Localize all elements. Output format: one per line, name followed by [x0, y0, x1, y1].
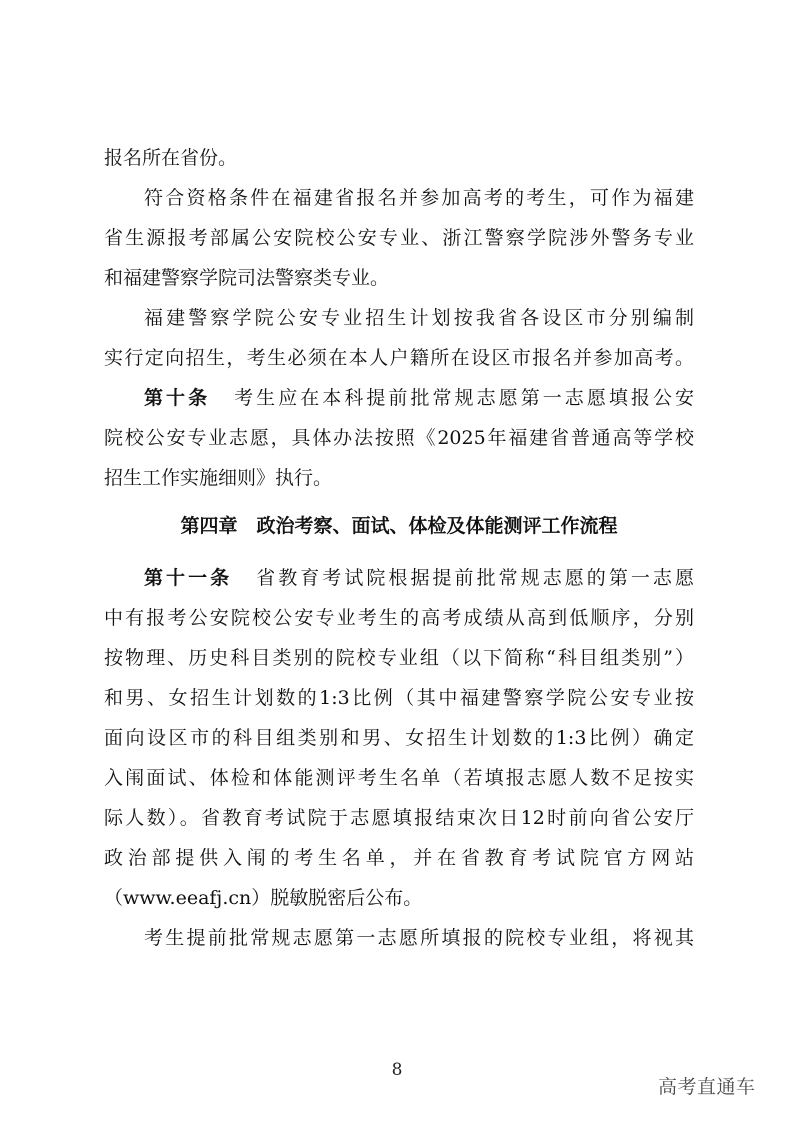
article-10-text: 考生应在本科提前批常规志愿第一志愿填报公安 — [234, 387, 694, 409]
article-11-text: 省教育考试院根据提前批常规志愿的第一志愿 — [256, 567, 694, 589]
paragraph-line: 省生源报考部属公安院校公安专业、浙江警察学院涉外警务专业 — [104, 227, 694, 249]
article-11-label: 第十一条 — [144, 567, 233, 589]
page-number: 8 — [391, 1060, 403, 1080]
paragraph-line: 际人数）。省教育考试院于志愿填报结束次日12时前向省公安厅 — [104, 807, 694, 829]
paragraph-line: 报名所在省份。 — [104, 147, 238, 169]
paragraph-line: 和福建警察学院司法警察类专业。 — [104, 267, 390, 289]
paragraph-line: 实行定向招生，考生必须在本人户籍所在设区市报名并参加高考。 — [104, 347, 694, 369]
article-10-first-line — [104, 378, 694, 418]
paragraph-line: 符合资格条件在福建省报名并参加高考的考生，可作为福建 — [144, 187, 694, 209]
paragraph-line: 中有报考公安院校公安专业考生的高考成绩从高到低顺序，分别 — [104, 607, 694, 629]
paragraph-line: 福建警察学院公安专业招生计划按我省各设区市分别编制 — [144, 307, 694, 329]
paragraph-line: 按物理、历史科目类别的院校专业组（以下简称“科目组类别”） — [104, 647, 694, 669]
chapter-heading: 第四章 政治考察、面试、体检及体能测评工作流程 — [180, 515, 618, 537]
paragraph-line: 招生工作实施细则》执行。 — [104, 467, 333, 489]
paragraph-line: 和男、女招生计划数的1:3比例（其中福建警察学院公安专业按 — [104, 687, 694, 709]
paragraph-line: 考生提前批常规志愿第一志愿所填报的院校专业组，将视其 — [144, 927, 694, 949]
paragraph-line: 入闱面试、体检和体能测评考生名单（若填报志愿人数不足按实 — [104, 767, 694, 789]
paragraph-line: 院校公安专业志愿，具体办法按照《2025年福建省普通高等学校 — [104, 427, 694, 449]
article-10-label: 第十条 — [144, 387, 211, 409]
paragraph-line: （www.eeafj.cn）脱敏脱密后公布。 — [104, 887, 423, 909]
paragraph-line: 面向设区市的科目组类别和男、女招生计划数的1:3比例）确定 — [104, 727, 694, 749]
paragraph-line: 政治部提供入闱的考生名单，并在省教育考试院官方网站 — [104, 847, 694, 869]
body-text — [104, 138, 694, 958]
watermark-text: 高考直通车 — [658, 1076, 756, 1098]
article-11-first-line — [104, 558, 694, 598]
